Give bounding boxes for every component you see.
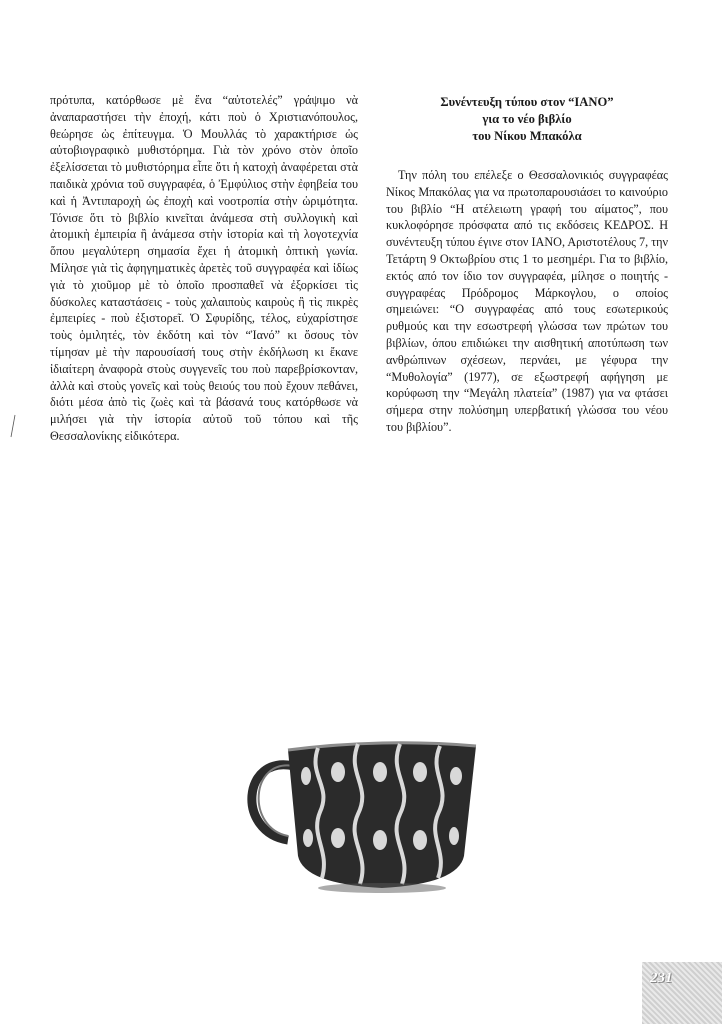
article-heading [386, 94, 668, 145]
page-number: 231 [650, 970, 673, 986]
right-column-paragraph: Την πόλη του επέλεξε ο Θεσσαλονικιός συγγραφέας Νίκος Μπακόλας για να πρωτοπαρουσιάσει το καινούριο του βιβλίο “Η ατέλειωτη γραφή του αίματος”, που κυκλοφόρησε πρόσφατα από τις εκδόσεις ΚΕΔΡΟΣ. Η συνέντευξη τύπου έγινε στον ΙΑΝΟ, Αριστοτέλους 7, την Τετάρτη 9 Οκτωβρίου στις 1 το μεσημέρι. Για το βιβλίο, εκτός από τον ίδιο τον συγγραφέα, μίλησε ο ποιητής - συγγραφέας Πρόδρομος Μάρκογλου, ο οποίος σημειώνει: “Ο συγγραφέας από τους εσωτερικούς ρυθμούς και την εσωστρεφή γλώσσα των πρώτων του βιβλίων, όπου επιδιώκει την αισθητική αποτύπωση των ανθρώπινων σχέσεων, περνάει, με γέφυρα την “Μυθολογία” (1977), σε εξωστρεφή αφήγηση με κορύφωση την “Μεγάλη πλατεία” (1987) για να φτάσει σήμερα στην πολύσημη υπερβατική γλώσσα του νέου του βιβλίου”. [386, 168, 668, 434]
article-heading-line-3: του Νίκου Μπακόλα [472, 129, 582, 143]
right-text-column [386, 94, 668, 436]
left-column-paragraph: πρότυπα, κατόρθωσε μὲ ἕνα “αὐτοτελές” γράψιμο νὰ ἀναπαραστήσει τὴν ἐποχή, κάτι ποὺ ὁ Χριστιανόπουλος, θεώρησε ὡς ἐπίτευγμα. Ὁ Μουλλάς τὸ χαρακτήρισε ὡς αὐτοβιογραφικὸ μυθιστόρημα. Γιὰ τὸν χρόνο στὸν ὁποῖο ἐξελίσσεται τὸ μυθιστόρημα εἶπε ὅτι ἡ κατοχὴ ἀναφέρεται στὰ παιδικὰ χρόνια τοῦ συγγραφέα, ὁ Ἐμφύλιος στὴν ἐφηβεία του καὶ ἡ Ἀντιπαροχὴ ὡς ἐποχὴ καὶ νοοτροπία στὴν ὡριμότητα. Τόνισε ὅτι τὸ βιβλίο κινεῖται ἀνάμεσα στὴ συλλογικὴ καὶ ἀτομικὴ ἐμπειρία ἢ ἀνάμεσα στὴν ἱστορία καὶ τὴ λογοτεχνία ὅπου μεγαλύτερη σημασία ἔχει ἡ ἀτομικὴ ὀπτικὴ γωνία. Μίλησε γιὰ τὶς ἀφηγηματικὲς ἀρετὲς τοῦ συγγραφέα καὶ ἰδίως γιὰ τὸ χιοῦμορ μὲ τὸ ὁποῖο προσπαθεῖ νὰ ἐξορκίσει τὶς δύσκολες καταστάσεις - τοὺς χαλαιποὺς καιροὺς ἢ τὶς πικρὲς ἐμπειρίες - ποὺ ἐξιστορεῖ. Ὁ Σφυρίδης, τέλος, εὐχαρίστησε τοὺς ὁμιλητές, τὸν ἐκδότη καὶ τὸν “Ἰανό” κι ὅσους τὸν τίμησαν μὲ τὴν παρουσίασή τους στὴν ἐκδήλωση κι ἔκανε ἰδιαίτερη ἀναφορὰ στοὺς συγγενεῖς του ποὺ παρεβρίσκονταν, ἀλλὰ καὶ στοὺς γονεῖς καὶ τοὺς θειούς του ποὺ ἔχουν πεθάνει, διότι μέσα ἀπὸ τὶς ζωὲς καὶ τὰ βάσανά τους κατόρθωσε νὰ μιλήσει γιὰ τὴν ἱστορία αὐτοῦ τοῦ τόπου καὶ τῆς Θεσσαλονίκης εἰδικότερα. [50, 93, 358, 443]
page-number-box [642, 962, 722, 1024]
margin-pencil-mark [8, 414, 18, 438]
article-heading-line-2: για το νέο βιβλίο [482, 112, 572, 126]
decorated-cup-icon [232, 728, 484, 898]
left-text-column [50, 92, 358, 445]
article-heading-line-1: Συνέντευξη τύπου στον “ΙΑΝΟ” [440, 95, 614, 109]
